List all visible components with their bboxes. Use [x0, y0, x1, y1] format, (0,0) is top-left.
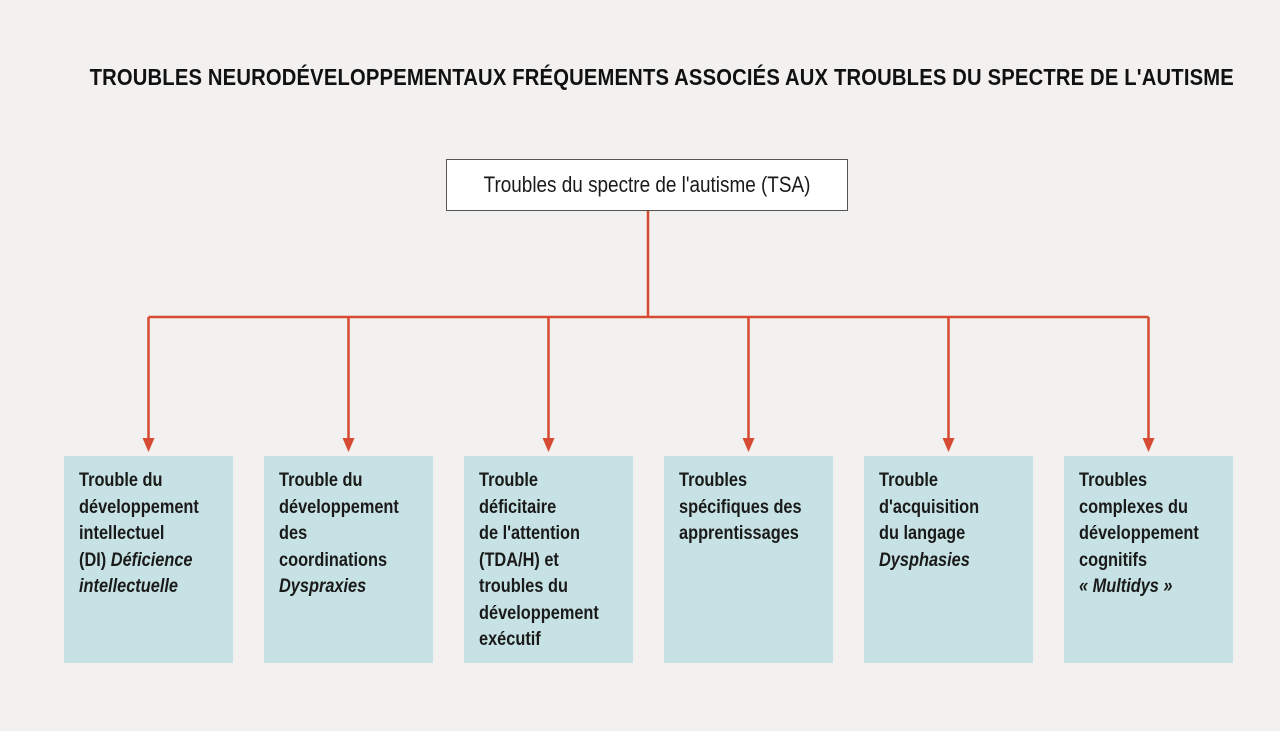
arrowhead-icon	[543, 438, 555, 452]
child-node-line: Trouble	[479, 470, 539, 491]
child-node-label	[279, 468, 425, 601]
child-node-label	[79, 468, 225, 601]
child-node-line: Trouble du	[79, 470, 163, 491]
child-node	[464, 456, 633, 663]
child-node-italic-line: « Multidys »	[1079, 576, 1173, 597]
child-node-label	[479, 468, 625, 654]
root-node	[446, 159, 848, 211]
child-node-line: de l'attention	[479, 523, 581, 544]
child-node-line: développement	[279, 496, 399, 518]
child-node	[864, 456, 1033, 663]
child-node-label	[679, 468, 825, 548]
arrowhead-icon	[143, 438, 155, 452]
child-node-line: spécifiques des	[679, 496, 802, 518]
child-node-line: des	[279, 523, 308, 544]
child-node-italic-line: Dysphasies	[879, 549, 970, 571]
child-node-line: déficitaire	[479, 496, 557, 518]
child-node-line: intellectuel	[79, 523, 165, 544]
child-node	[664, 456, 833, 663]
child-node-italic-line: intellectuelle	[79, 576, 178, 597]
arrowhead-icon	[1143, 438, 1155, 452]
root-node-label: Troubles du spectre de l'autisme (TSA)	[483, 172, 811, 197]
child-node-line: développement	[1079, 523, 1199, 544]
child-node-line: coordinations	[279, 549, 388, 571]
child-node-line: Trouble	[879, 470, 939, 491]
child-node-line: (DI) Déficience	[79, 549, 193, 571]
child-node	[64, 456, 233, 663]
child-node-line: apprentissages	[679, 523, 799, 544]
child-node-italic-inline: Déficience	[110, 549, 193, 571]
child-node-label	[1079, 468, 1225, 601]
child-node-line: développement	[79, 496, 199, 518]
child-node	[264, 456, 433, 663]
child-node	[1064, 456, 1233, 663]
child-node-line: d'acquisition	[879, 496, 980, 518]
child-node-label	[879, 468, 1025, 574]
child-node-line: Troubles	[1079, 470, 1148, 491]
child-node-line: complexes du	[1079, 496, 1188, 518]
child-node-line: (TDA/H) et	[479, 549, 559, 571]
child-node-line: exécutif	[479, 629, 541, 650]
child-node-italic-line: Dyspraxies	[279, 576, 367, 597]
child-node-line: Trouble du	[279, 470, 363, 491]
arrowhead-icon	[343, 438, 355, 452]
child-node-line: du langage	[879, 523, 966, 544]
child-node-line: troubles du	[479, 576, 568, 597]
arrowhead-icon	[743, 438, 755, 452]
arrowhead-icon	[943, 438, 955, 452]
child-node-line: cognitifs	[1079, 549, 1148, 571]
diagram-title: TROUBLES NEURODÉVELOPPEMENTAUX FRÉQUEMENTS ASSOCIÉS AUX TROUBLES DU SPECTRE DE L'AUTISME	[89, 64, 1234, 90]
child-node-line: développement	[479, 602, 599, 624]
child-node-line: Troubles	[679, 470, 748, 491]
